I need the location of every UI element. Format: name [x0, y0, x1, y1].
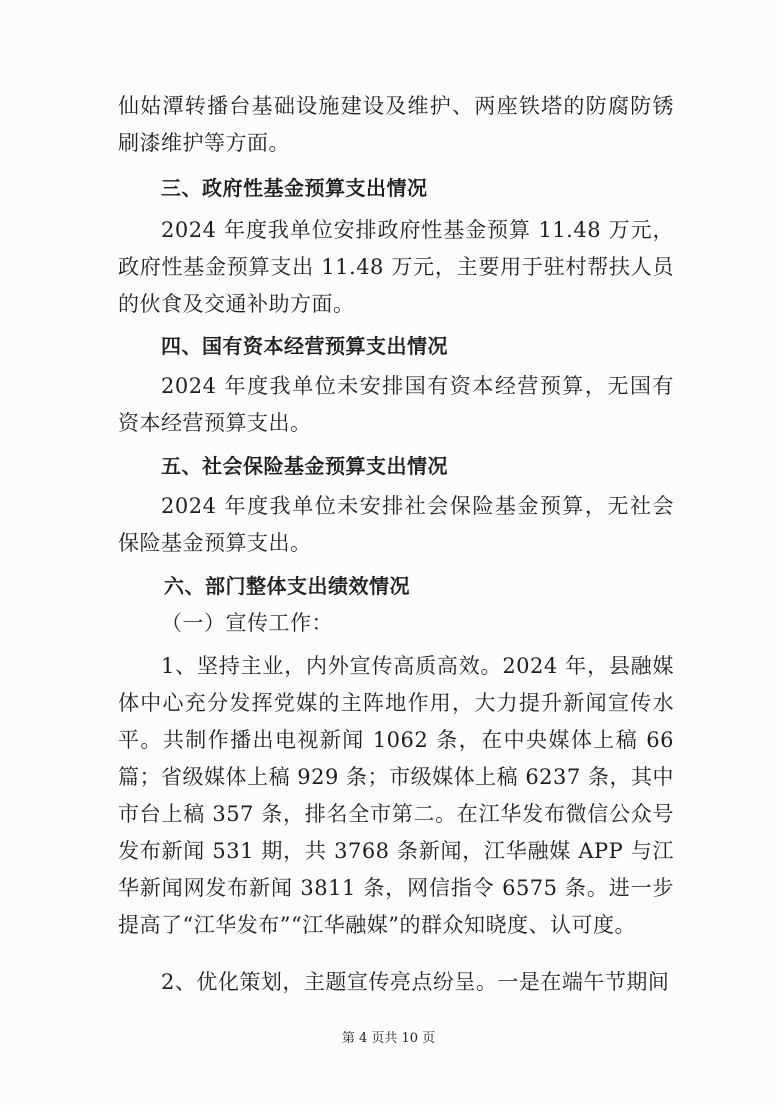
heading-state-capital: 四、国有资本经营预算支出情况 — [161, 334, 448, 358]
paragraph-state-capital — [118, 368, 674, 442]
heading-social-insurance: 五、社会保险基金预算支出情况 — [161, 454, 448, 478]
section-heading-6 — [118, 568, 674, 605]
heading-government-fund: 三、政府性基金预算支出情况 — [161, 176, 428, 200]
body-text: 2、优化策划，主题宣传亮点纷呈。一是在端午节期间 — [161, 970, 670, 994]
heading-performance: 六、部门整体支出绩效情况 — [164, 574, 410, 598]
subheading-publicity — [118, 605, 674, 642]
section-heading-5 — [118, 448, 674, 485]
body-text: 2024 年度我单位未安排国有资本经营预算，无国有资本经营预算支出。 — [118, 374, 674, 435]
section-heading-4 — [118, 328, 674, 365]
body-text: 2024 年度我单位安排政府性基金预算 11.48 万元，政府性基金预算支出 11.48 万元，主要用于驻村帮扶人员的伙食及交通补助方面。 — [118, 218, 674, 316]
body-text: 2024 年度我单位未安排社会保险基金预算，无社会保险基金预算支出。 — [118, 494, 674, 555]
section-heading-3 — [118, 170, 674, 207]
subheading-text: （一）宣传工作： — [161, 611, 333, 635]
page-number: 第 4 页共 10 页 — [341, 1031, 436, 1046]
paragraph-government-fund — [118, 212, 674, 323]
paragraph-transmitter-maintenance — [118, 88, 674, 162]
paragraph-social-insurance — [118, 488, 674, 562]
body-text: 仙姑潭转播台基础设施建设及维护、两座铁塔的防腐防锈刷漆维护等方面。 — [118, 94, 674, 155]
paragraph-themed-publicity — [118, 964, 674, 1001]
body-text: 1、坚持主业，内外宣传高质高效。2024 年，县融媒体中心充分发挥党媒的主阵地作用，大力提升新闻宣传水平。共制作播出电视新闻 1062 条，在中央媒体上稿 66 篇；省级媒体上稿 929 条；市级媒体上稿 6237 条，其中市台上稿 357 条，排名全市第二。在江华发布微信公众号发布新闻 531 期，共 3768 条新闻，江华融媒 APP 与江华新闻网发布新闻 3811 条，网信指令 6575 条。进一步提高了“江华发布”“江华融媒”的群众知晓度、认可度。 — [118, 654, 674, 937]
paragraph-news-output — [118, 648, 674, 944]
